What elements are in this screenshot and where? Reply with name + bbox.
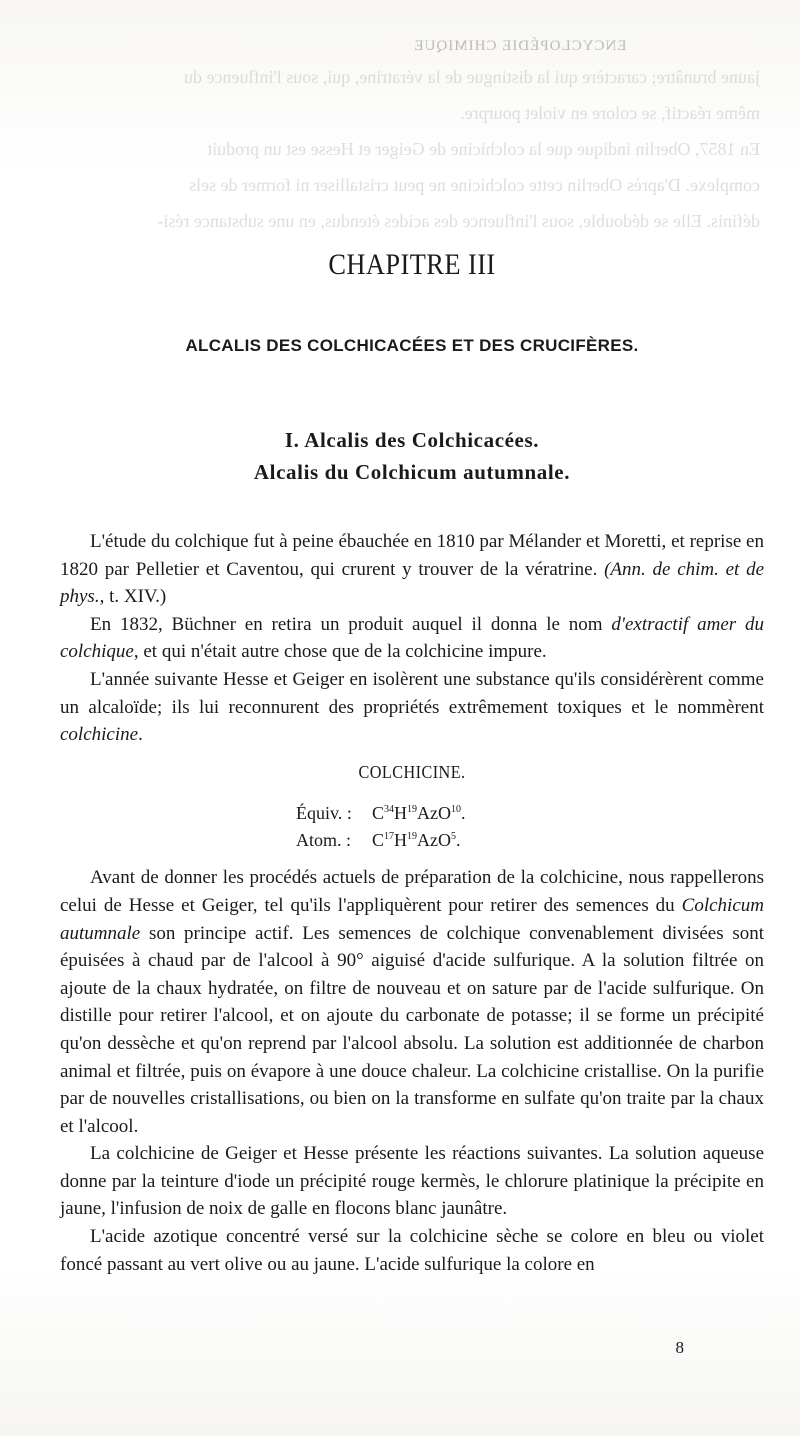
chapter-title: CHAPITRE III	[328, 248, 496, 281]
bleed-through-line: complexe. D'après Oberlin cette colchicine ne peut cristalliser ni former de sels	[188, 175, 760, 195]
paragraph: L'acide azotique concentré versé sur la colchicine sèche se colore en bleu ou violet foncé passant au vert olive ou au jaune. L'acide sulfurique la colore en	[60, 1226, 764, 1275]
bleed-through-line: En 1857, Oberlin indique que la colchicine de Geiger et Hesse est un produit	[207, 139, 760, 159]
formula-atom: Atom. $:C^{17}H^{19}AzO^5$.	[296, 830, 461, 851]
bleed-through-line: jaune brunâtre; caractère qui la distingue de la vératrine, qui, sous l'influence du	[183, 67, 760, 87]
chapter-subtitle: ALCALIS DES COLCHICACÉES ET DES CRUCIFÈRES.	[185, 336, 639, 355]
bleed-through-line: définis. Elle se dédouble, sous l'influence des acides étendus, en une substance rési-	[157, 211, 760, 231]
bleed-through-line: même réactif, se colore en violet pourpre.	[460, 103, 760, 123]
paragraph: La colchicine de Geiger et Hesse présente les réactions suivantes. La solution aqueuse donne par la teinture d'iode un précipité rouge kermès, le chlorure platinique la précipite en jaune, l'infusion de noix de galle en flocons blanc jaunâtre.	[60, 1143, 764, 1220]
bleed-through-header: ENCYCLOPÉDIE CHIMIQUE	[413, 38, 627, 54]
paragraph: En 1832, Büchner en retira un produit auquel il donna le nom d'extractif amer du colchique, et qui n'était autre chose que de la colchicine impure.	[60, 613, 765, 663]
formula-equiv: Équiv. $:C^{34}H^{19}AzO^{10}$.	[296, 803, 466, 824]
paragraph: L'année suivante Hesse et Geiger en isolèrent une substance qu'ils considérèrent comme un alcaloïde; ils lui reconnurent des propriétés extrêmement toxiques et le nommèrent colchicine.	[60, 668, 764, 746]
body-text	[60, 528, 764, 1278]
paragraph: L'étude du colchique fut à peine ébauchée en 1810 par Mélander et Moretti, et reprise en 1820 par Pelletier et Caventou, qui crurent y trouver de la vératrine. (Ann. de chim. et de phys., t. XIV.)	[60, 531, 764, 608]
page-number: 8	[675, 1338, 684, 1357]
section-heading: I. Alcalis des Colchicacées.	[284, 428, 540, 452]
paragraph: Avant de donner les procédés actuels de préparation de la colchicine, nous rappellerons celui de Hesse et Geiger, tel qu'ils l'appliquèrent pour retirer des semences du Colchicum autumnale son principe actif. Les semences de colchique convenablement divisées sont épuisées à chaud par de l'alcool à 90° aiguisé d'acide sulfurique. A la solution filtrée on ajoute de la chaux hydratée, on filtre de nouveau et on sature par de l'acide sulfurique. On distille pour retirer l'alcool, et on ajoute du carbonate de potasse; il se forme un précipité qu'on dessèche et qu'on reprend par l'alcool absolu. La solution est additionnée de charbon animal et filtrée, puis on évapore à une douce chaleur. La colchicine cristallise. On la purifie par de nouvelles cristallisations, ou bien on la transforme en sulfate qu'on traite par la chaux et l'alcool.	[60, 867, 764, 1137]
section-subheading: Alcalis du Colchicum autumnale.	[253, 460, 571, 484]
compound-heading: COLCHICINE.	[358, 761, 466, 782]
